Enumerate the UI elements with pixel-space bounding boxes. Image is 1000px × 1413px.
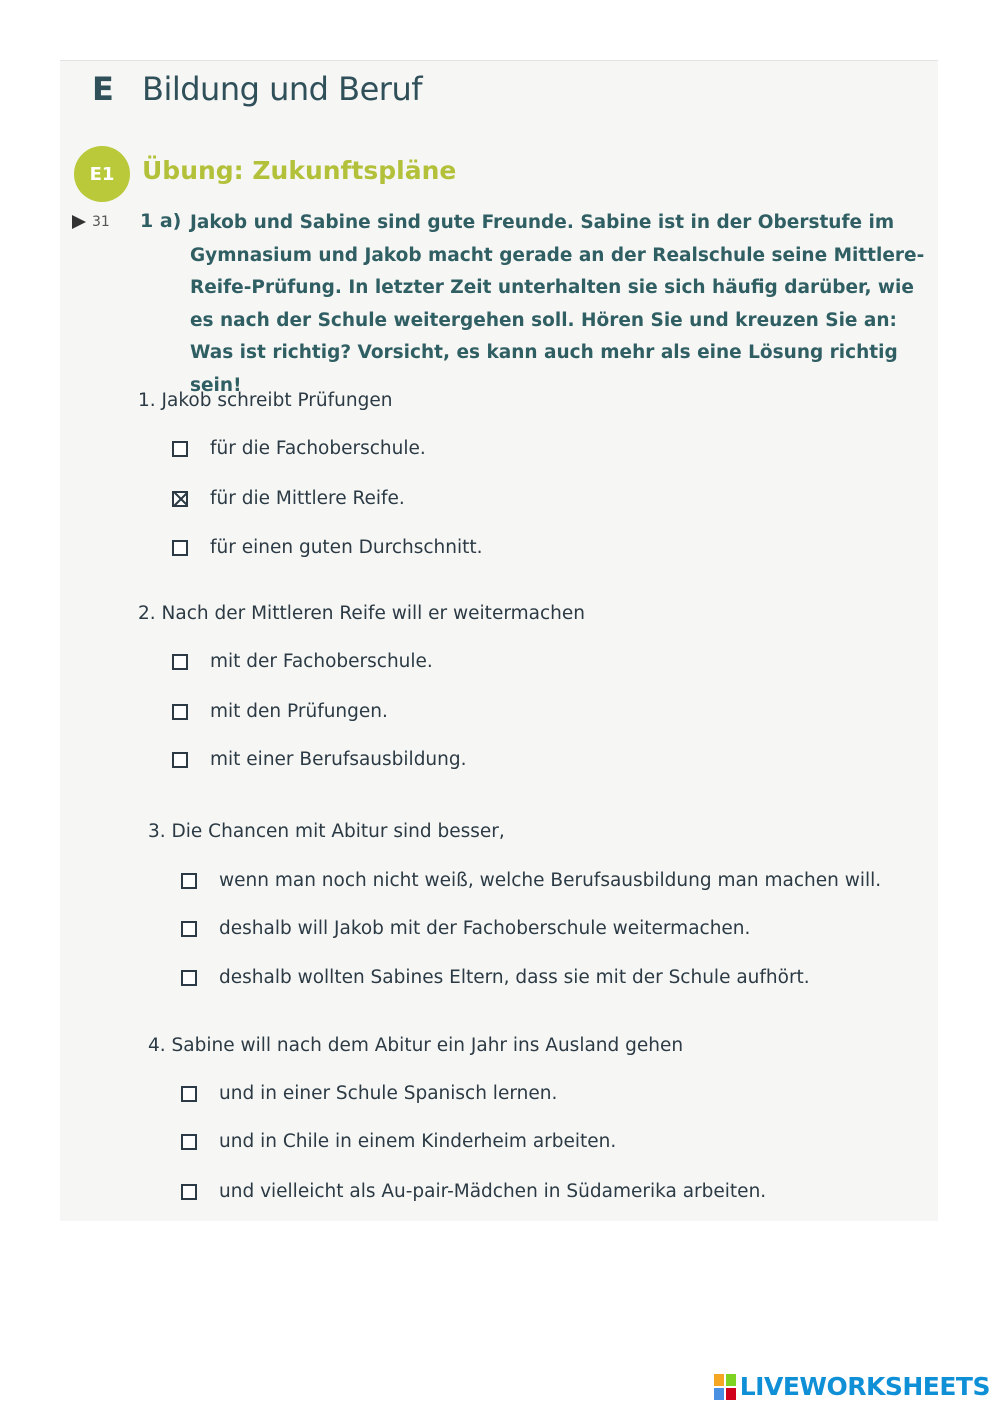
logo-text: LIVEWORKSHEETS	[739, 1372, 990, 1401]
question-2-option-3[interactable]	[172, 749, 467, 770]
question-3-option-1[interactable]	[181, 870, 881, 891]
checkbox[interactable]	[181, 1086, 197, 1102]
checkbox[interactable]	[181, 873, 197, 889]
option-text: und vielleicht als Au-pair-Mädchen in Südamerika arbeiten.	[219, 1181, 767, 1202]
checkbox[interactable]	[181, 1184, 197, 1200]
question-4-option-2[interactable]	[181, 1131, 616, 1152]
audio-track[interactable]	[72, 214, 110, 230]
checkbox[interactable]	[181, 921, 197, 937]
task-instruction: Jakob und Sabine sind gute Freunde. Sabine ist in der Oberstufe im Gymnasium und Jakob macht gerade an der Realschule seine Mittlere-Reife-Prüfung. In letzter Zeit unterhalten sie sich häufig darüber, wie es nach der Schule weitergehen soll. Hören Sie und kreuzen Sie an: Was ist richtig? Vorsicht, es kann auch mehr als eine Lösung richtig sein!	[190, 212, 925, 396]
checkbox[interactable]	[172, 704, 188, 720]
question-3-label: 3. Die Chancen mit Abitur sind besser,	[148, 821, 505, 842]
question-2-option-1[interactable]	[172, 651, 433, 672]
question-4-label: 4. Sabine will nach dem Abitur ein Jahr ins Ausland gehen	[148, 1035, 684, 1056]
track-number: 31	[92, 214, 110, 230]
option-text: mit einer Berufsausbildung.	[210, 749, 467, 770]
option-text: und in Chile in einem Kinderheim arbeiten.	[219, 1131, 617, 1152]
question-3-option-3[interactable]	[181, 967, 810, 988]
option-text: mit der Fachoberschule.	[210, 651, 433, 672]
task-number: 1 a)	[140, 210, 182, 232]
checkbox[interactable]	[181, 1134, 197, 1150]
checkbox[interactable]	[172, 441, 188, 457]
checkbox[interactable]	[172, 654, 188, 670]
chapter-title: Bildung und Beruf	[142, 70, 422, 108]
question-1-label: 1. Jakob schreibt Prüfungen	[138, 390, 393, 411]
checkbox-checked[interactable]	[172, 491, 188, 507]
question-4-option-3[interactable]	[181, 1181, 766, 1202]
play-icon[interactable]	[72, 215, 86, 229]
checkbox[interactable]	[172, 540, 188, 556]
question-4-option-1[interactable]	[181, 1083, 557, 1104]
section-title: Übung: Zukunftspläne	[142, 156, 457, 185]
option-text: für die Fachoberschule.	[210, 438, 426, 459]
option-text: für die Mittlere Reife.	[210, 488, 405, 509]
question-2-label: 2. Nach der Mittleren Reife will er weitermachen	[138, 603, 585, 624]
option-text: deshalb wollten Sabines Eltern, dass sie mit der Schule aufhört.	[219, 967, 810, 988]
option-text: und in einer Schule Spanisch lernen.	[219, 1083, 558, 1104]
section-badge: E1	[74, 146, 130, 202]
question-1-option-2[interactable]	[172, 488, 405, 509]
question-2-option-2[interactable]	[172, 701, 388, 722]
option-text: für einen guten Durchschnitt.	[210, 537, 483, 558]
checkbox[interactable]	[181, 970, 197, 986]
question-3-option-2[interactable]	[181, 918, 750, 939]
question-1-option-1[interactable]	[172, 438, 426, 459]
chapter-letter: E	[92, 70, 114, 108]
checkbox[interactable]	[172, 752, 188, 768]
question-1-option-3[interactable]	[172, 537, 483, 558]
option-text: mit den Prüfungen.	[210, 701, 388, 722]
liveworksheets-logo[interactable]	[714, 1372, 990, 1401]
option-text: deshalb will Jakob mit der Fachoberschule weitermachen.	[219, 918, 751, 939]
liveworksheets-logo-icon	[714, 1374, 736, 1400]
option-text: wenn man noch nicht weiß, welche Berufsausbildung man machen will.	[219, 870, 882, 891]
